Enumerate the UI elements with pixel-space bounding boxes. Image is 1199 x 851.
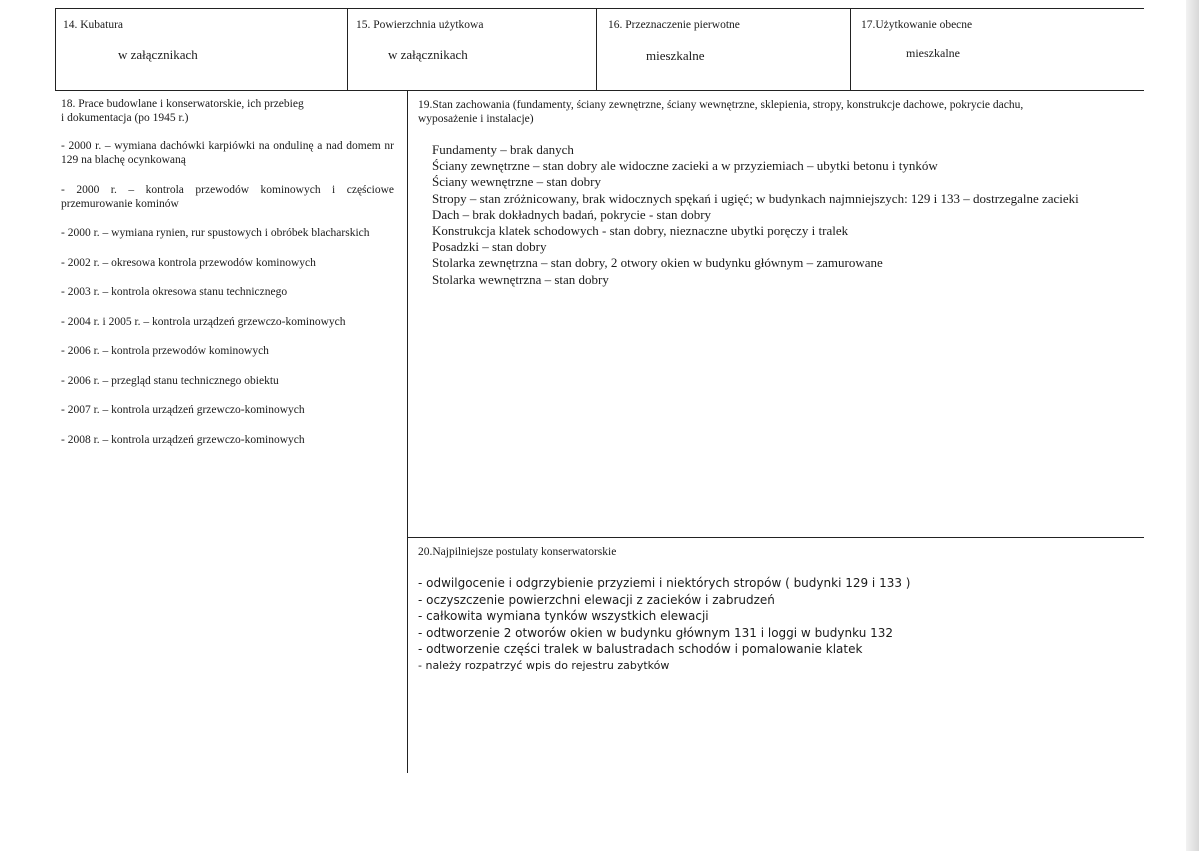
- postulate-item: - należy rozpatrzyć wpis do rejestru zabytków: [418, 658, 670, 672]
- work-entry: - 2003 r. – kontrola okresowa stanu technicznego: [61, 286, 288, 298]
- postulate-item: - odwilgocenie i odgrzybienie przyziemi i niektórych stropów ( budynki 129 i 133 ): [418, 576, 911, 590]
- work-entry: - 2000 r. – wymiana dachówki karpiówki na ondulinę a nad domem nr 129 na blachę ocynkowaną: [61, 140, 394, 166]
- condition-item: Fundamenty – brak danych: [432, 142, 574, 157]
- top-divider-1: [347, 8, 348, 91]
- postulate-item: - całkowita wymiana tynków wszystkich elewacji: [418, 609, 709, 623]
- top-divider-3: [850, 8, 851, 91]
- condition-item: Ściany zewnętrzne – stan dobry ale widoczne zacieki a w przyziemiach – ubytki betonu i tynków: [432, 158, 938, 174]
- scan-edge: [1186, 0, 1199, 851]
- section-20-list: [418, 575, 1138, 674]
- condition-item: Stolarka wewnętrzna – stan dobry: [432, 271, 609, 287]
- field-17-title: 17.Użytkowanie obecne: [861, 19, 973, 31]
- work-entry: - 2000 r. – wymiana rynien, rur spustowych i obróbek blacharskich: [61, 227, 370, 239]
- condition-item: Stolarka zewnętrzna – stan dobry, 2 otwory okien w budynku głównym – zamurowane: [432, 255, 883, 271]
- field-15-title: 15. Powierzchnia użytkowa: [356, 19, 484, 31]
- work-entry: - 2007 r. – kontrola urządzeń grzewczo-kominowych: [61, 404, 305, 416]
- postulate-item: - odtworzenie 2 otworów okien w budynku głównym 131 i loggi w budynku 132: [418, 625, 894, 640]
- field-15-value: w załącznikach: [388, 47, 468, 62]
- postulate-item: - oczyszczenie powierzchni elewacji z zacieków i zabrudzeń: [418, 592, 775, 607]
- work-entry: - 2008 r. – kontrola urządzeń grzewczo-kominowych: [61, 433, 305, 446]
- section-19-title: 19.Stan zachowania (fundamenty, ściany zewnętrzne, ściany wewnętrzne, sklepienia, stropy, konstrukcje dachowe, pokrycie dachu, wyposażenie i instalacje): [418, 99, 1024, 125]
- section-18: [61, 97, 394, 462]
- postulate-item: - odtworzenie części tralek w balustradach schodów i pomalowanie klatek: [418, 642, 863, 656]
- condition-item: Stropy – stan zróżnicowany, brak widocznych spękań i ugięć; w budynkach najmniejszych: 129 i 133 – dostrzegalne zacieki: [432, 190, 1079, 206]
- condition-item: Konstrukcja klatek schodowych - stan dobry, nieznaczne ubytki poręczy i tralek: [432, 223, 849, 239]
- section-20-title: 20.Najpilniejsze postulaty konserwatorskie: [418, 546, 617, 558]
- section20-top-border: [408, 537, 1144, 538]
- work-entry: - 2006 r. – kontrola przewodów kominowych: [61, 345, 269, 357]
- top-divider-2: [596, 8, 597, 91]
- work-entry: - 2002 r. – okresowa kontrola przewodów kominowych: [61, 256, 316, 269]
- field-14-value: w załącznikach: [118, 47, 198, 62]
- condition-item: Dach – brak dokładnych badań, pokrycie - stan dobry: [432, 206, 712, 222]
- section-19-list: [432, 142, 1152, 288]
- field-17-value: mieszkalne: [906, 46, 960, 60]
- field-14-title: 14. Kubatura: [63, 19, 124, 31]
- work-entry: - 2004 r. i 2005 r. – kontrola urządzeń grzewczo-kominowych: [61, 315, 346, 328]
- condition-item: Ściany wewnętrzne – stan dobry: [432, 174, 601, 190]
- top-row-bottom-border: [55, 90, 1144, 91]
- condition-item: Posadzki – stan dobry: [432, 239, 547, 255]
- section-18-title: 18. Prace budowlane i konserwatorskie, ich przebieg i dokumentacja (po 1945 r.): [61, 98, 304, 124]
- top-border: [55, 8, 1144, 9]
- main-column-divider: [407, 91, 408, 773]
- left-border: [55, 8, 56, 91]
- work-entry: - 2000 r. – kontrola przewodów kominowych i częściowe przemurowanie kominów: [61, 183, 394, 210]
- field-16-title: 16. Przeznaczenie pierwotne: [608, 19, 740, 31]
- work-entry: - 2006 r. – przegląd stanu technicznego obiektu: [61, 374, 279, 387]
- field-16-value: mieszkalne: [646, 48, 705, 63]
